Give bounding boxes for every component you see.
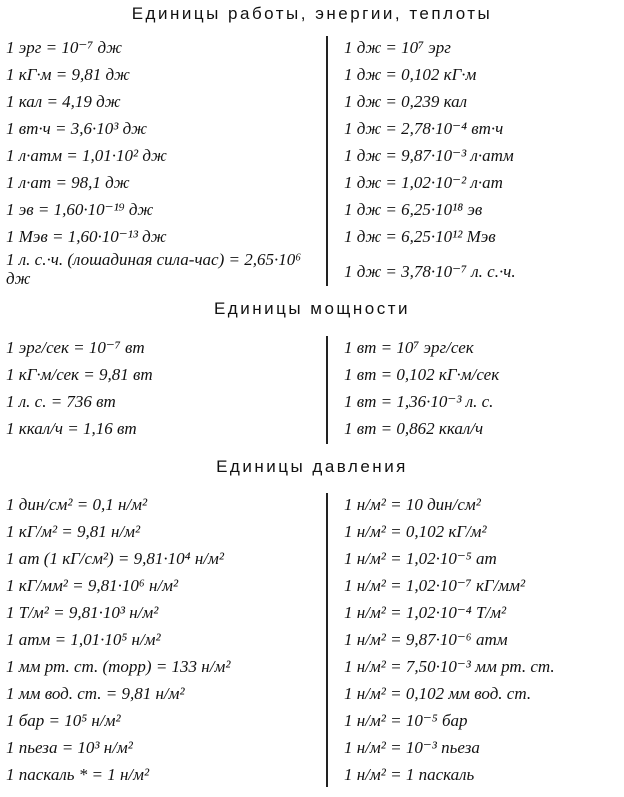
- pressure-row: 1 н/м² = 10⁻⁵ бар: [344, 711, 468, 730]
- energy-row: 1 кал = 4,19 дж: [6, 92, 121, 111]
- power-row: 1 эрг/сек = 10⁻⁷ вт: [6, 338, 145, 357]
- section-title-energy: Единицы работы, энергии, теплоты: [131, 4, 493, 23]
- pressure-row: 1 дин/см² = 0,1 н/м²: [6, 495, 148, 514]
- pressure-row: 1 н/м² = 1,02·10⁻⁴ Т/м²: [344, 603, 507, 622]
- power-left-column: [6, 334, 318, 442]
- energy-row: 1 л. с.·ч. (лошадиная сила-час) = 2,65·10⁶ дж: [6, 250, 302, 288]
- energy-row: 1 эв = 1,60·10⁻¹⁹ дж: [6, 200, 154, 219]
- energy-row: 1 дж = 9,87·10⁻³ л·атм: [344, 146, 514, 165]
- pressure-row: 1 атм = 1,01·10⁵ н/м²: [6, 630, 161, 649]
- pressure-row: 1 бар = 10⁵ н/м²: [6, 711, 121, 730]
- energy-row: 1 дж = 10⁷ эрг: [344, 38, 451, 57]
- energy-row: 1 вт·ч = 3,6·10³ дж: [6, 119, 147, 138]
- pressure-row: 1 паскаль * = 1 н/м²: [6, 765, 150, 784]
- energy-row: 1 дж = 3,78·10⁻⁷ л. с.·ч.: [344, 262, 516, 281]
- section-power: [0, 334, 624, 446]
- section-title-power: Единицы мощности: [213, 299, 411, 318]
- energy-row: 1 дж = 6,25·10¹² Мэв: [344, 227, 496, 246]
- energy-row: 1 дж = 1,02·10⁻² л·ат: [344, 173, 503, 192]
- energy-row: 1 Мэв = 1,60·10⁻¹³ дж: [6, 227, 167, 246]
- power-row: 1 л. с. = 736 вт: [6, 392, 116, 411]
- power-row: 1 вт = 0,862 ккал/ч: [344, 419, 484, 438]
- pressure-row: 1 кГ/мм² = 9,81·10⁶ н/м²: [6, 576, 179, 595]
- column-divider: [326, 36, 328, 286]
- pressure-row: 1 н/м² = 10 дин/см²: [344, 495, 481, 514]
- pressure-row: 1 н/м² = 1,02·10⁻⁷ кГ/мм²: [344, 576, 526, 595]
- pressure-row: 1 н/м² = 1 паскаль: [344, 765, 475, 784]
- section-energy: [0, 34, 624, 288]
- pressure-row: 1 н/м² = 9,87·10⁻⁶ атм: [344, 630, 508, 649]
- energy-right-column: [344, 34, 624, 285]
- pressure-row: 1 н/м² = 0,102 мм вод. ст.: [344, 684, 532, 703]
- energy-row: 1 эрг = 10⁻⁷ дж: [6, 38, 122, 57]
- energy-row: 1 дж = 0,239 кал: [344, 92, 468, 111]
- section-pressure: [0, 491, 624, 791]
- column-divider: [326, 493, 328, 787]
- pressure-row: 1 н/м² = 7,50·10⁻³ мм рт. ст.: [344, 657, 555, 676]
- pressure-row: 1 кГ/м² = 9,81 н/м²: [6, 522, 141, 541]
- pressure-row: 1 н/м² = 1,02·10⁻⁵ ат: [344, 549, 497, 568]
- energy-row: 1 дж = 0,102 кГ·м: [344, 65, 477, 84]
- energy-row: 1 дж = 6,25·10¹⁸ эв: [344, 200, 483, 219]
- energy-row: 1 дж = 2,78·10⁻⁴ вт·ч: [344, 119, 504, 138]
- pressure-row: 1 ат (1 кГ/см²) = 9,81·10⁴ н/м²: [6, 549, 224, 568]
- power-row: 1 вт = 10⁷ эрг/сек: [344, 338, 474, 357]
- section-title-pressure: Единицы давления: [216, 457, 408, 476]
- pressure-row: 1 мм вод. ст. = 9,81 н/м²: [6, 684, 185, 703]
- pressure-row: 1 н/м² = 0,102 кГ/м²: [344, 522, 487, 541]
- power-row: 1 ккал/ч = 1,16 вт: [6, 419, 137, 438]
- pressure-row: 1 мм рт. ст. (торр) = 133 н/м²: [6, 657, 231, 676]
- energy-row: 1 кГ·м = 9,81 дж: [6, 65, 130, 84]
- energy-row: 1 л·ат = 98,1 дж: [6, 173, 130, 192]
- pressure-row: 1 пьеза = 10³ н/м²: [6, 738, 133, 757]
- energy-left-column: [6, 34, 318, 288]
- pressure-row: 1 н/м² = 10⁻³ пьеза: [344, 738, 480, 757]
- power-row: 1 вт = 0,102 кГ·м/сек: [344, 365, 500, 384]
- energy-row: 1 л·атм = 1,01·10² дж: [6, 146, 167, 165]
- pressure-right-column: [344, 491, 624, 788]
- power-row: 1 вт = 1,36·10⁻³ л. с.: [344, 392, 494, 411]
- pressure-left-column: [6, 491, 318, 788]
- pressure-row: 1 Т/м² = 9,81·10³ н/м²: [6, 603, 159, 622]
- column-divider: [326, 336, 328, 444]
- power-right-column: [344, 334, 624, 442]
- power-row: 1 кГ·м/сек = 9,81 вт: [6, 365, 153, 384]
